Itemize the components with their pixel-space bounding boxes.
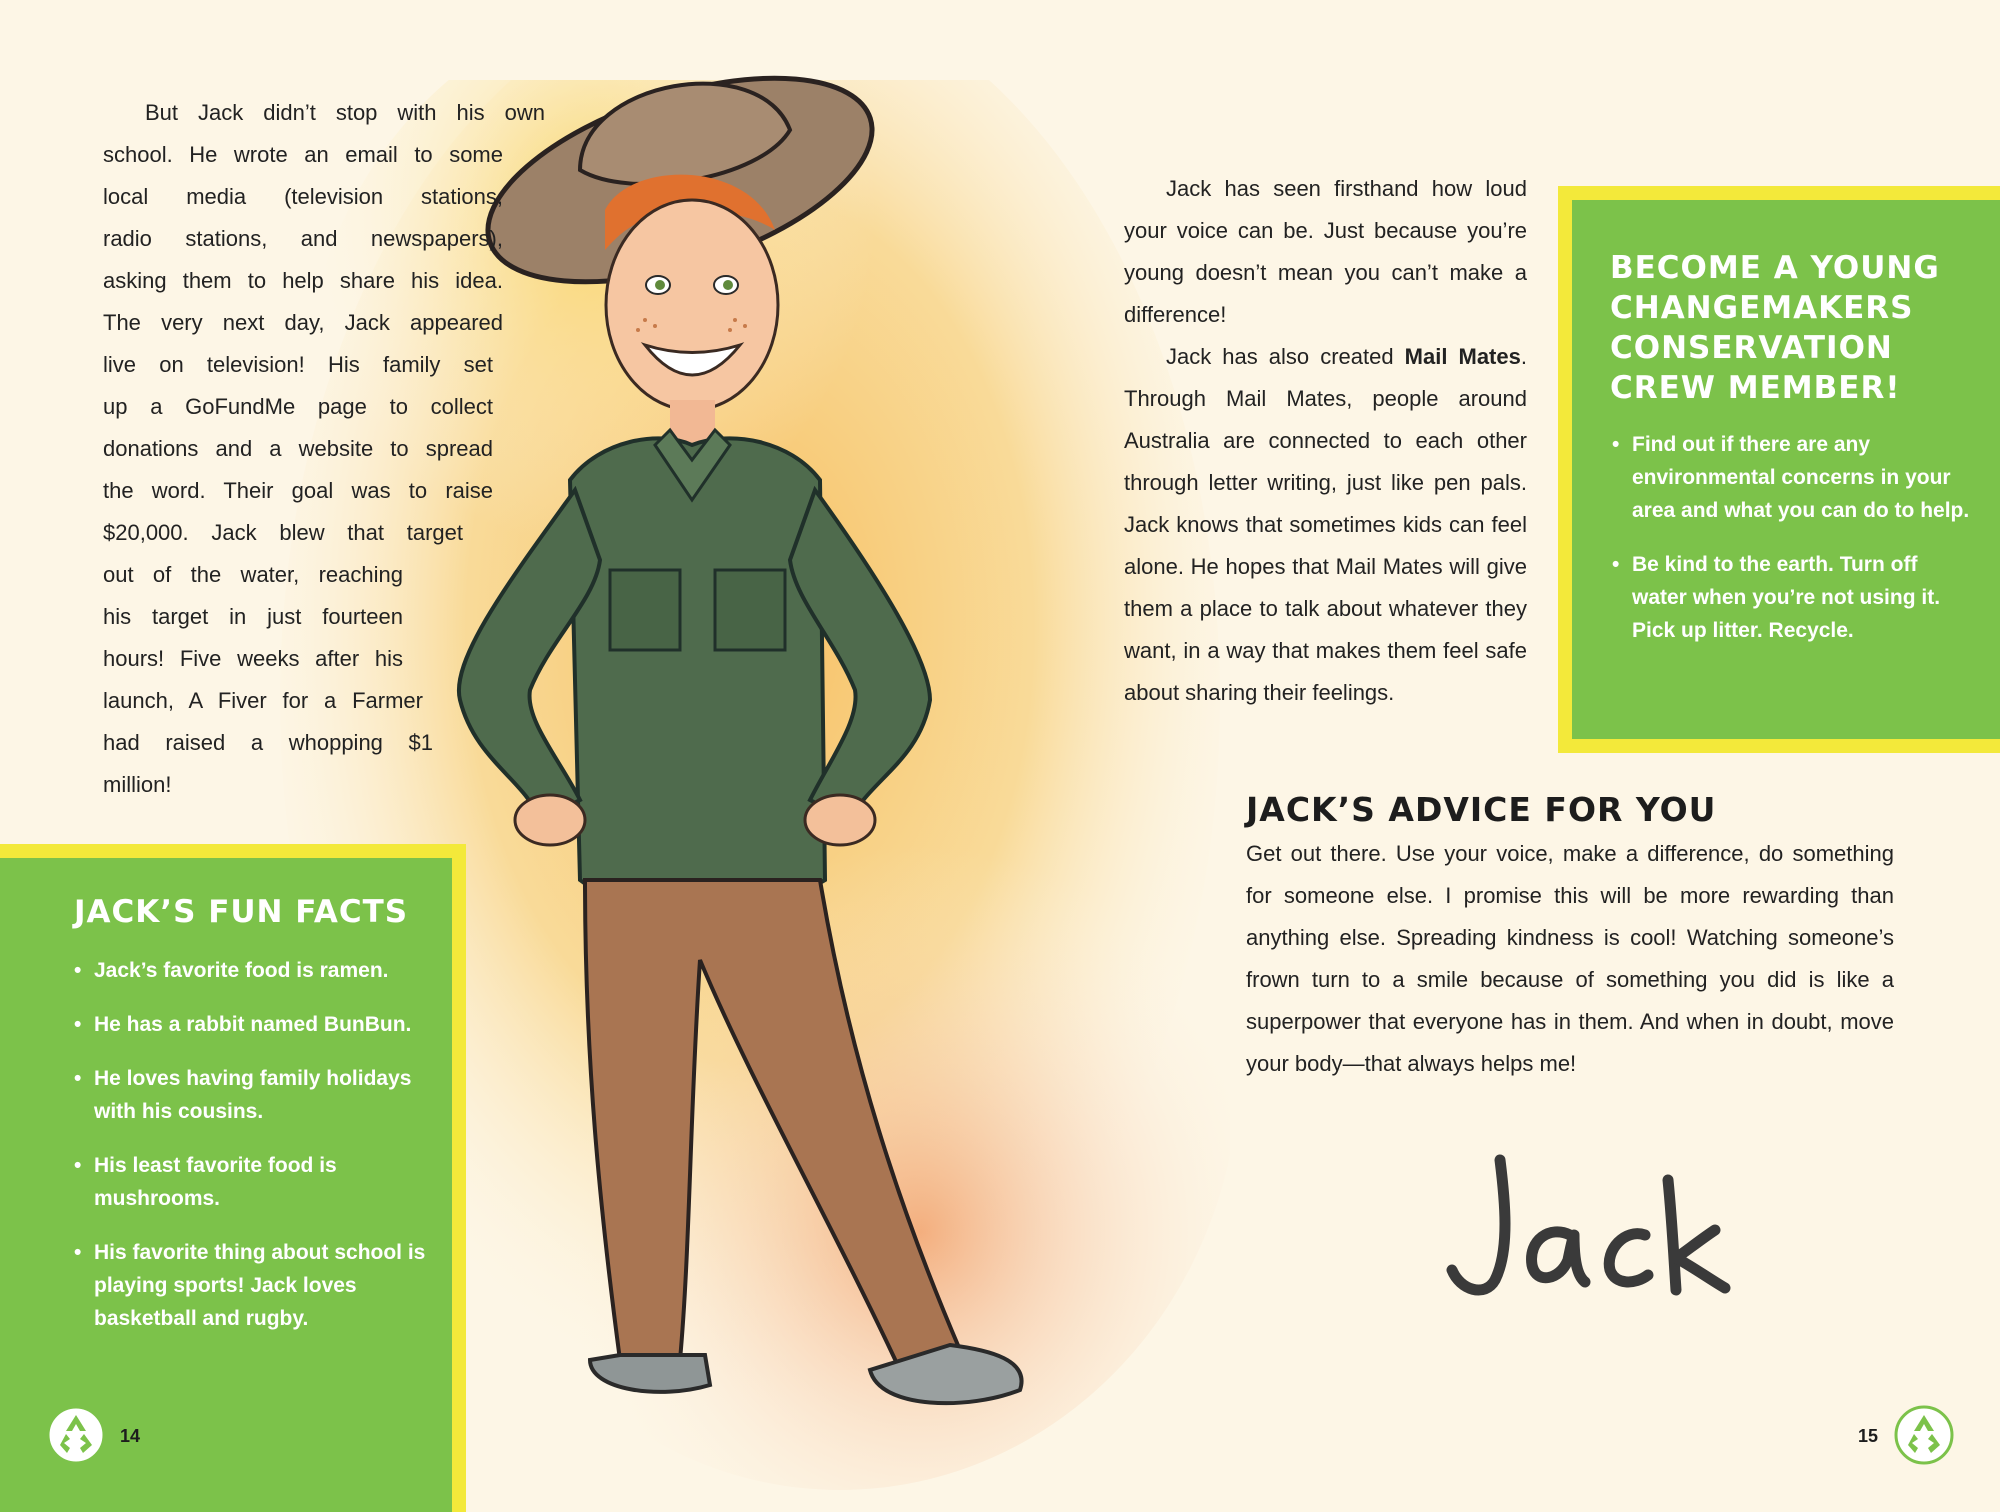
crew-member-box — [1572, 192, 2000, 747]
body-line: radio stations, and newspapers), — [103, 226, 503, 251]
list-item-text: Find out if there are any environmental concerns in your area and what you can do to help. — [1632, 433, 1970, 522]
advice-heading: JACK’S ADVICE FOR YOU — [1246, 790, 1717, 829]
body-line: $20,000. Jack blew that target — [103, 520, 463, 545]
page-number-left: 14 — [120, 1426, 141, 1446]
body-line: local media (television stations, — [103, 184, 503, 209]
advice-text: Get out there. Use your voice, make a difference, do something for someone else. I promise this will be more rewarding than anything else. Spreading kindness is cool! Watching someone’s frown turn to a smile because of something you did is like a superpower that everyone has in them. And when in doubt, move your body—that always helps me! — [1246, 841, 1894, 1076]
body-line: the word. Their goal was to raise — [103, 478, 493, 503]
body-line: his target in just fourteen — [103, 604, 403, 629]
left-body-text — [103, 92, 545, 806]
yellow-edge-right — [452, 844, 466, 1512]
yellow-edge-top — [1558, 186, 2000, 200]
list-item — [1612, 548, 1972, 647]
body-line: asking them to help share his idea. — [103, 268, 503, 293]
list-item-text: Jack’s favorite food is ramen. — [94, 959, 389, 982]
mail-mates-bold: Mail Mates — [1404, 344, 1521, 369]
list-item — [74, 1008, 434, 1041]
mail-mates-intro-paragraph: Jack has seen firsthand how loud your voice can be. Just because you’re young doesn’t mean you can’t make a difference! — [1124, 176, 1527, 327]
crew-heading: BECOME A YOUNG CHANGEMAKERS CONSERVATION CREW MEMBER! — [1610, 250, 1940, 406]
mail-mates-paragraph — [1124, 336, 1527, 714]
list-item — [74, 1149, 434, 1215]
bullet-icon: • — [1612, 553, 1620, 576]
body-line: school. He wrote an email to some — [103, 142, 503, 167]
bullet-icon: • — [74, 1067, 82, 1090]
body-line: had raised a whopping $1 — [103, 730, 433, 755]
fun-facts-list — [74, 954, 434, 1356]
list-item — [74, 954, 434, 987]
yellow-edge-left — [1558, 186, 1572, 753]
body-line: up a GoFundMe page to collect — [103, 394, 493, 419]
recycle-icon — [46, 1405, 106, 1465]
list-item-text: Be kind to the earth. Turn off water when you’re not using it. Pick up litter. Recycle. — [1632, 553, 1941, 642]
list-item — [74, 1062, 434, 1128]
page-number-right: 15 — [1858, 1426, 1879, 1446]
list-item — [1612, 428, 1972, 527]
bullet-icon: • — [74, 1013, 82, 1036]
body-line: out of the water, reaching — [103, 562, 403, 587]
yellow-edge-top — [0, 844, 466, 858]
body-line: live on television! His family set — [103, 352, 493, 377]
body-line: million! — [103, 772, 172, 797]
mail-mates-text-end: . Through Mail Mates, people around Australia are connected to each other through letter writing, just like pen pals. Jack knows that sometimes kids can feel alone. He hopes that Mail Mates will give them a place to talk about whatever they want, in a way that makes them feel safe about sharing their feelings. — [1124, 344, 1527, 705]
recycle-icon — [1894, 1405, 1954, 1465]
yellow-edge-bottom — [1558, 739, 2000, 753]
list-item-text: His least favorite food is mushrooms. — [94, 1154, 337, 1210]
list-item-text: He loves having family holidays with his cousins. — [94, 1067, 412, 1123]
bullet-icon: • — [74, 1241, 82, 1264]
right-body-text — [1124, 168, 1527, 714]
body-line: launch, A Fiver for a Farmer — [103, 688, 423, 713]
list-item-text: He has a rabbit named BunBun. — [94, 1013, 412, 1036]
advice-section — [1246, 790, 1894, 1085]
bullet-icon: • — [74, 959, 82, 982]
bullet-icon: • — [1612, 433, 1620, 456]
crew-list — [1612, 428, 1972, 668]
body-line: donations and a website to spread — [103, 436, 493, 461]
body-line: But Jack didn’t stop with his own — [145, 100, 545, 125]
body-line: The very next day, Jack appeared — [103, 310, 503, 335]
bullet-icon: • — [74, 1154, 82, 1177]
body-line: hours! Five weeks after his — [103, 646, 403, 671]
list-item-text: His favorite thing about school is playing sports! Jack loves basketball and rugby. — [94, 1241, 426, 1330]
list-item — [74, 1236, 434, 1335]
fun-facts-heading: JACK’S FUN FACTS — [74, 894, 409, 930]
jack-signature — [1440, 1140, 1740, 1320]
mail-mates-text-start: Jack has also created — [1166, 344, 1405, 369]
